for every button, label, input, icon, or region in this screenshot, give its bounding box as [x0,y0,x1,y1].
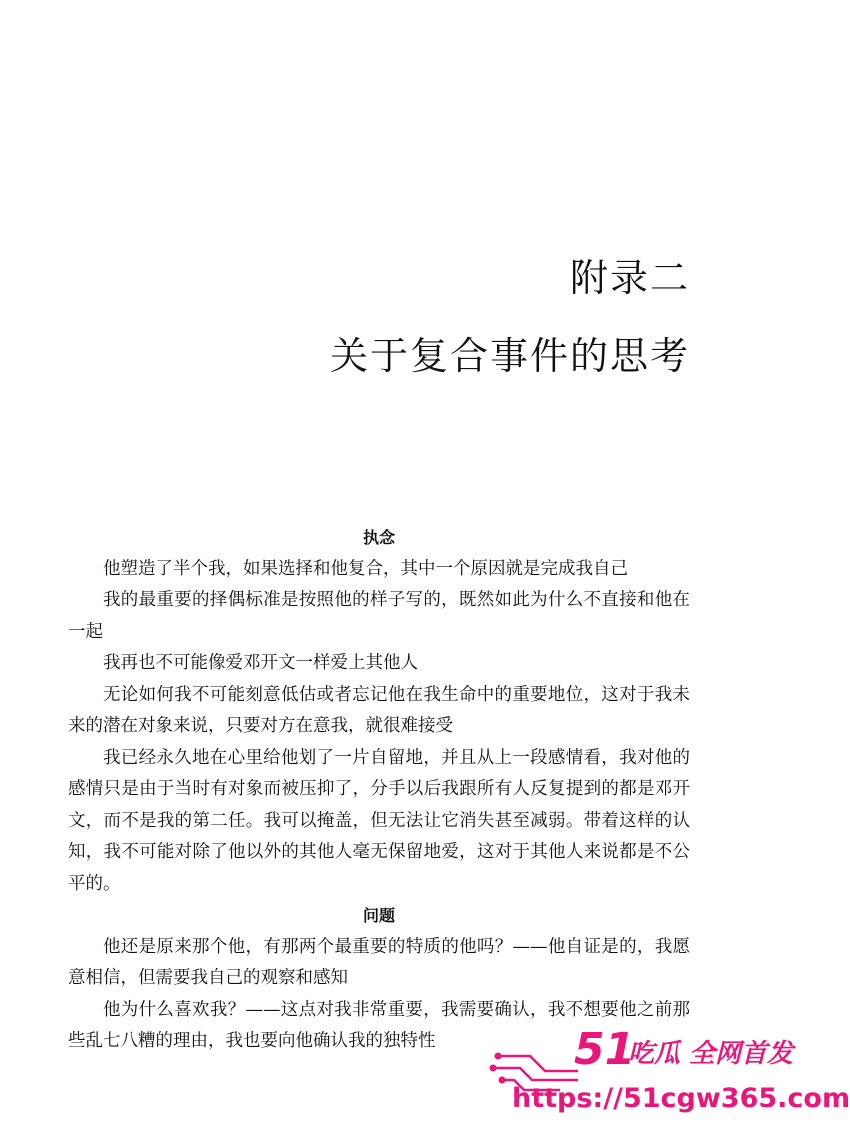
watermark-tagline: 吃瓜 全网首发 [628,1039,794,1069]
paragraph: 我再也不可能像爱邓开文一样爱上其他人 [103,653,418,673]
section-heading: 执念 [362,528,395,547]
paragraph: 他为什么喜欢我？——这点对我非常重要，我需要确认，我不想要他之前那些乱七八糟的理由，我也要向他确认我的独特性 [68,999,690,1051]
section-heading: 问题 [362,906,395,925]
appendix-label: 附录二 [569,256,690,300]
body-text [68,522,690,1058]
watermark-logo: 51 [574,1024,636,1075]
paragraph: 我已经永久地在心里给他划了一片自留地，并且从上一段感情看，我对他的感情只是由于当时有对象而被压抑了，分手以后我跟所有人反复提到的都是邓开文，而不是我的第二任。我可以掩盖，但无法让它消失甚至减弱。带着这样的认知，我不可能对除了他以外的其他人毫无保留地爱，这对于其他人来说都是不公平的。 [68,747,690,894]
watermark-url: https://51cgw365.com [512,1083,850,1114]
paragraph: 我的最重要的择偶标准是按照他的样子写的，既然如此为什么不直接和他在一起 [68,590,690,642]
watermark [490,1024,850,1124]
paragraph: 他还是原来那个他，有那两个最重要的特质的他吗？——他自证是的，我愿意相信，但需要我自己的观察和感知 [68,936,690,988]
section-obsession [68,522,690,900]
paragraph: 无论如何我不可能刻意低估或者忘记他在我生命中的重要地位，这对于我未来的潜在对象来说，只要对方在意我，就很难接受 [68,684,690,736]
chapter-title: 关于复合事件的思考 [329,334,690,378]
paragraph: 他塑造了半个我，如果选择和他复合，其中一个原因就是完成我自己 [103,558,628,579]
